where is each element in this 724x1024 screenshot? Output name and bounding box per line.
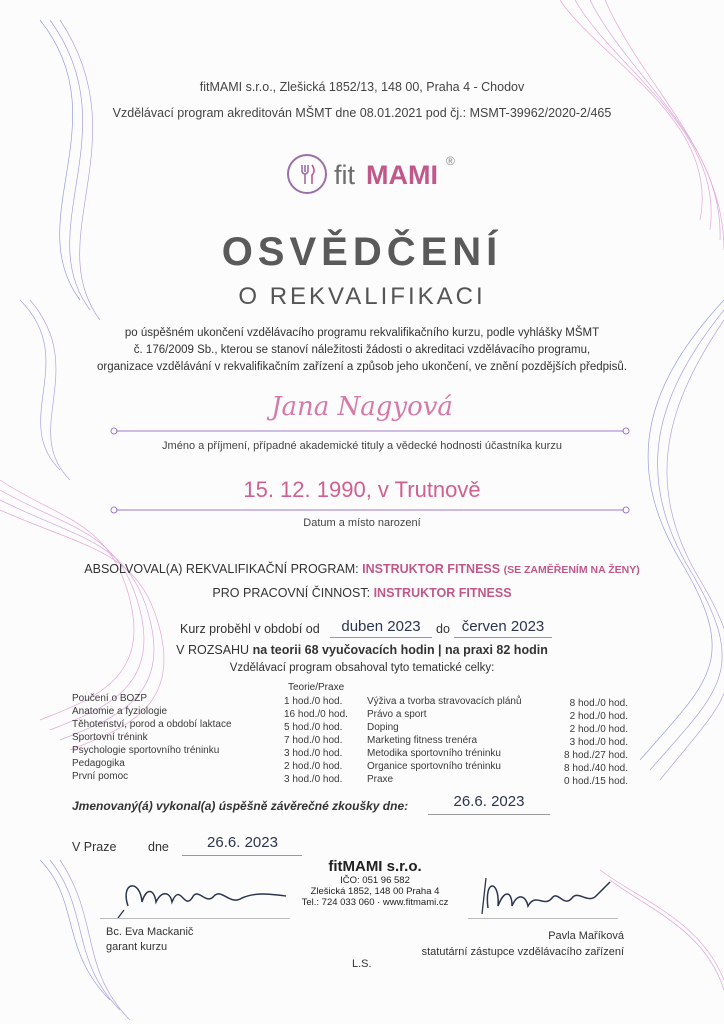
list-item: Doping <box>367 722 399 733</box>
list-item: 8 hod./27 hod. <box>564 750 628 761</box>
place-city: V Praze <box>72 840 117 854</box>
list-item: 7 hod./0 hod. <box>284 735 343 746</box>
intro-text <box>0 325 724 376</box>
birth-underline <box>110 504 630 516</box>
list-item: Poučení o BOZP <box>72 693 148 704</box>
list-item: Praxe <box>367 774 394 785</box>
list-item: Výživa a tvorba stravovacích plánů <box>367 696 522 707</box>
topics-right-names <box>367 695 557 786</box>
stamp-address: Zlešická 1852, 148 00 Praha 4 <box>310 886 440 897</box>
activity-label: PRO PRACOVNÍ ČINNOST: <box>212 586 371 600</box>
logo-text-fit: fit <box>334 160 356 190</box>
logo-registered-mark: ® <box>446 154 455 168</box>
list-item: Anatomie a fyziologie <box>72 706 168 717</box>
list-item: 8 hod./40 hod. <box>564 763 628 774</box>
right-signatory-name: Pavla Maříková <box>548 930 624 942</box>
right-signatory-role: statutární zástupce vzdělávacího zařízení <box>421 946 624 958</box>
list-item: 16 hod./0 hod. <box>284 709 348 720</box>
activity-line <box>0 586 724 600</box>
list-item: 3 hod./0 hod. <box>569 737 628 748</box>
list-item: Právo a sport <box>367 709 427 720</box>
exam-label: Jmenovaný(á) vykonal(a) úspěšně závěrečné zkoušky dne: <box>72 799 409 813</box>
hours-header: Teorie/Praxe <box>288 682 345 693</box>
list-item: První pomoc <box>72 771 129 782</box>
list-item: Marketing fitness trenéra <box>367 735 478 746</box>
company-stamp <box>290 858 460 908</box>
period-to-label: do <box>436 622 450 636</box>
activity-name: INSTRUKTOR FITNESS <box>373 586 512 600</box>
list-item: Pedagogika <box>72 758 125 769</box>
fitmami-logo <box>286 150 466 200</box>
signature-left-line <box>100 918 290 919</box>
header-company-line: fitMAMI s.r.o., Zlešická 1852/13, 148 00, Praha 4 - Chodov <box>199 80 525 94</box>
participant-name: Jana Nagyová <box>271 392 453 422</box>
list-item: 2 hod./0 hod. <box>569 724 628 735</box>
period-to-line <box>454 637 552 638</box>
signature-right <box>478 868 618 924</box>
list-item: 5 hod./0 hod. <box>284 722 343 733</box>
exam-date: 26.6. 2023 <box>453 793 525 810</box>
topics-right-hours <box>556 697 628 788</box>
fork-knife-circle-icon <box>286 153 328 195</box>
scope-hours: na teorii 68 vyučovacích hodin | na praxi 82 hodin <box>252 643 548 657</box>
topics-left-names <box>72 692 282 783</box>
list-item: 3 hod./0 hod. <box>284 748 343 759</box>
birth-caption: Datum a místo narození <box>303 517 421 529</box>
birth-date-place: 15. 12. 1990, v Trutnově <box>243 477 481 502</box>
ls-mark: L.S. <box>352 958 372 970</box>
period-to: červen 2023 <box>461 618 545 635</box>
signature-left <box>110 862 290 922</box>
program-name: INSTRUKTOR FITNESS <box>362 562 501 576</box>
list-item: Metodika sportovního tréninku <box>367 748 501 759</box>
certificate-title: OSVĚDČENÍ <box>221 230 503 274</box>
list-item: Těhotenství, porod a období laktace <box>72 719 232 730</box>
period-from: duben 2023 <box>341 618 421 635</box>
stamp-contact: Tel.: 724 033 060 · www.fitmami.cz <box>301 897 449 908</box>
left-signatory-name: Bc. Eva Mackanič <box>106 926 194 938</box>
list-item: Sportovní trénink <box>72 732 148 743</box>
list-item: 0 hod./15 hod. <box>564 776 628 787</box>
certificate-subtitle: O REKVALIFIKACI <box>238 283 486 310</box>
list-item: 2 hod./0 hod. <box>284 761 343 772</box>
list-item: 3 hod./0 hod. <box>284 774 343 785</box>
place-date-line <box>182 855 302 856</box>
list-item: Psychologie sportovního tréninku <box>72 745 220 756</box>
left-signatory-role: garant kurzu <box>106 941 168 953</box>
intro-line: po úspěšném ukončení vzdělávacího programu rekvalifikačního kurzu, podle vyhlášky MŠMT <box>124 327 600 339</box>
scope-line <box>0 643 724 657</box>
stamp-ico: IČO: 051 96 582 <box>340 875 410 886</box>
program-label: ABSOLVOVAL(A) REKVALIFIKAČNÍ PROGRAM: <box>84 562 359 576</box>
list-item: 1 hod./0 hod. <box>284 696 343 707</box>
signature-right-line <box>468 918 618 919</box>
name-caption: Jméno a příjmení, případné akademické tituly a vědecké hodnosti účastníka kurzu <box>162 440 562 452</box>
list-item: 8 hod./0 hod. <box>569 698 628 709</box>
exam-date-line <box>428 814 550 815</box>
scope-prefix: V ROZSAHU <box>176 643 250 657</box>
place-date: 26.6. 2023 <box>207 834 278 851</box>
program-line <box>0 562 724 576</box>
intro-line: č. 176/2009 Sb., kterou se stanoví náležitosti žádosti o akreditaci vzdělávacího programu, <box>133 344 591 356</box>
list-item: Organice sportovního tréninku <box>367 761 501 772</box>
period-from-line <box>330 637 432 638</box>
topics-left-hours <box>284 695 360 786</box>
stamp-company: fitMAMI s.r.o. <box>328 858 422 875</box>
topics-intro: Vzdělávací program obsahoval tyto tematické celky: <box>229 662 495 674</box>
header-accreditation-line: Vzdělávací program akreditován MŠMT dne 08.01.2021 pod čj.: MSMT-39962/2020-2/465 <box>112 106 612 120</box>
list-item: 2 hod./0 hod. <box>569 711 628 722</box>
logo-text-mami: MAMI <box>366 160 438 190</box>
name-underline <box>110 425 630 437</box>
intro-line: organizace vzdělávání v rekvalifikačním zařízení a způsob jeho ukončení, ve znění pozdějších předpisů. <box>97 361 627 373</box>
program-name-suffix: (SE ZAMĚŘENÍM NA ŽENY) <box>503 564 640 576</box>
period-label: Kurz proběhl v období od <box>180 622 320 636</box>
place-day-label: dne <box>148 840 169 854</box>
